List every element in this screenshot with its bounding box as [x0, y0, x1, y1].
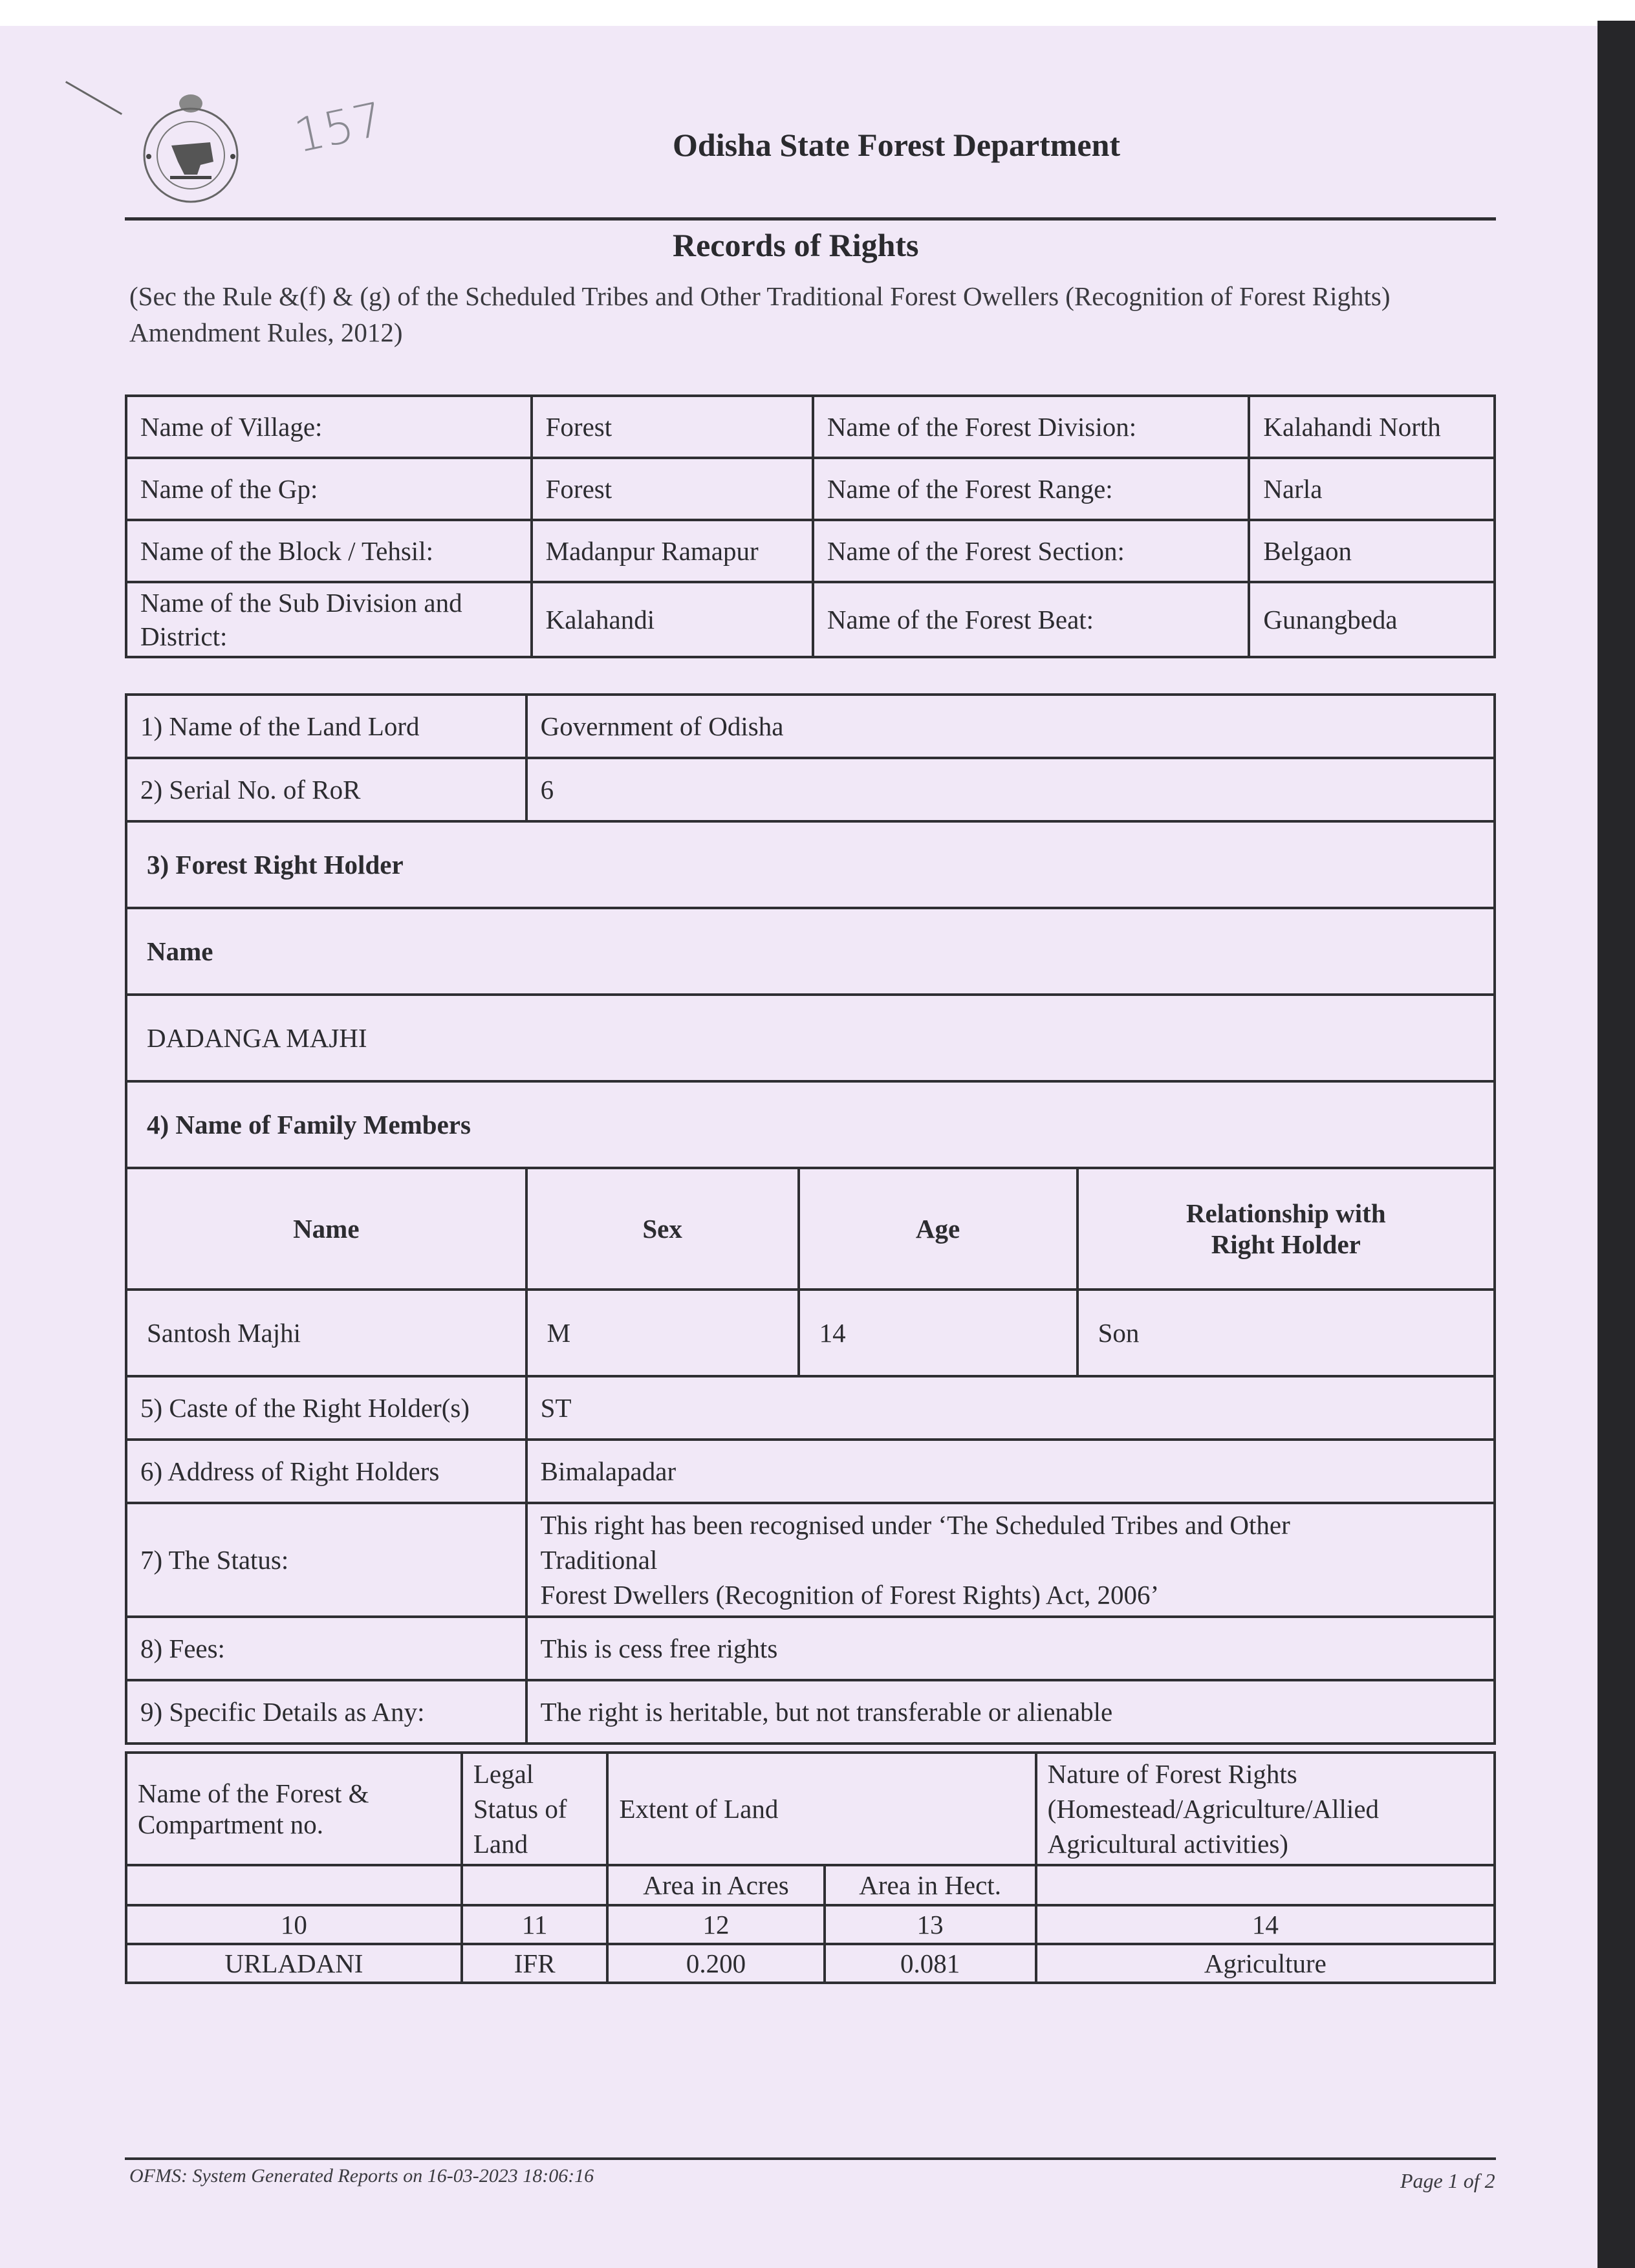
label-sub-division: Name of the Sub Division and District:: [126, 582, 532, 657]
table-row: [126, 908, 1495, 995]
label-serial-no: 2) Serial No. of RoR: [126, 758, 526, 821]
value-forest-range: Narla: [1249, 458, 1495, 520]
value-block: Madanpur Ramapur: [532, 520, 813, 582]
label-address: 6) Address of Right Holders: [126, 1440, 526, 1503]
land-table: [125, 1751, 1496, 1984]
table-row: [126, 582, 1495, 657]
area-hect: 0.081: [825, 1944, 1036, 1983]
generated-timestamp: OFMS: System Generated Reports on 16-03-2023 18:06:16: [129, 2165, 594, 2187]
label-block: Name of the Block / Tehsil:: [126, 520, 532, 582]
member-sex: M: [526, 1290, 799, 1376]
col-age: Age: [799, 1168, 1077, 1290]
col-extent-of-land: Extent of Land: [607, 1753, 1035, 1865]
value-village: Forest: [532, 396, 813, 458]
label-forest-range: Name of the Forest Range:: [813, 458, 1249, 520]
table-row: [126, 1680, 1495, 1744]
heading-name: Name: [126, 908, 1495, 995]
empty-cell: [126, 1865, 462, 1905]
col-nature-of-rights: Nature of Forest Rights (Homestead/Agriculture/Allied Agricultural activities): [1036, 1753, 1495, 1865]
value-gp: Forest: [532, 458, 813, 520]
family-member-row: [126, 1290, 1495, 1376]
value-forest-beat: Gunangbeda: [1249, 582, 1495, 657]
record-table: [125, 693, 1496, 1745]
table-row: [126, 396, 1495, 458]
col-relationship: Relationship with Right Holder: [1077, 1168, 1495, 1290]
value-specific-details: The right is heritable, but not transferable or alienable: [526, 1680, 1495, 1744]
table-row: [126, 695, 1495, 758]
value-address: Bimalapadar: [526, 1440, 1495, 1503]
heading-family-members: 4) Name of Family Members: [126, 1081, 1495, 1168]
nature-of-rights: Agriculture: [1036, 1944, 1495, 1983]
table-row: [126, 1503, 1495, 1617]
value-status: [526, 1503, 1495, 1617]
table-row: [126, 1081, 1495, 1168]
label-forest-section: Name of the Forest Section:: [813, 520, 1249, 582]
value-forest-section: Belgaon: [1249, 520, 1495, 582]
value-sub-division: Kalahandi: [532, 582, 813, 657]
document-title: Records of Rights: [673, 227, 919, 263]
status-line: This right has been recognised under ‘The Scheduled Tribes and Other: [540, 1510, 1290, 1540]
label-specific-details: 9) Specific Details as Any:: [126, 1680, 526, 1744]
land-number-row: [126, 1905, 1495, 1944]
col-name: Name: [126, 1168, 526, 1290]
page-number: Page 1 of 2: [1400, 2169, 1495, 2192]
value-caste: ST: [526, 1376, 1495, 1440]
label-caste: 5) Caste of the Right Holder(s): [126, 1376, 526, 1440]
table-row: [126, 1617, 1495, 1680]
handwritten-note: 157: [289, 91, 388, 164]
label-forest-division: Name of the Forest Division:: [813, 396, 1249, 458]
forest-name: URLADANI: [126, 1944, 462, 1983]
member-age: 14: [799, 1290, 1077, 1376]
label-land-lord: 1) Name of the Land Lord: [126, 695, 526, 758]
member-name: Santosh Majhi: [126, 1290, 526, 1376]
col-sex: Sex: [526, 1168, 799, 1290]
family-header-row: [126, 1168, 1495, 1290]
heading-forest-right-holder: 3) Forest Right Holder: [126, 821, 1495, 908]
col-number: 14: [1036, 1905, 1495, 1944]
label-village: Name of Village:: [126, 396, 532, 458]
col-forest-compartment: Name of the Forest & Compartment no.: [126, 1753, 462, 1865]
label-status: 7) The Status:: [126, 1503, 526, 1617]
value-forest-division: Kalahandi North: [1249, 396, 1495, 458]
table-row: [126, 821, 1495, 908]
label-gp: Name of the Gp:: [126, 458, 532, 520]
area-acres: 0.200: [607, 1944, 824, 1983]
col-legal-status: Legal Status of Land: [462, 1753, 608, 1865]
col-number: 10: [126, 1905, 462, 1944]
label-forest-beat: Name of the Forest Beat:: [813, 582, 1249, 657]
document-subtitle: (Sec the Rule &(f) & (g) of the Scheduled Tribes and Other Traditional Forest Owellers (Recognition of Forest Rights) Amendment Rules, 2012): [129, 281, 1391, 347]
col-number: 12: [607, 1905, 824, 1944]
scan-edge: [1597, 21, 1635, 2268]
table-row: [126, 1440, 1495, 1503]
department-title: Odisha State Forest Department: [673, 127, 1121, 163]
col-area-hect: Area in Hect.: [825, 1865, 1036, 1905]
status-line: Traditional: [540, 1545, 658, 1575]
empty-cell: [1036, 1865, 1495, 1905]
value-fees: This is cess free rights: [526, 1617, 1495, 1680]
value-serial-no: 6: [526, 758, 1495, 821]
legal-status: IFR: [462, 1944, 608, 1983]
table-row: [126, 758, 1495, 821]
table-row: [126, 520, 1495, 582]
value-land-lord: Government of Odisha: [526, 695, 1495, 758]
col-number: 11: [462, 1905, 608, 1944]
member-relationship: Son: [1077, 1290, 1495, 1376]
table-row: [126, 995, 1495, 1081]
table-row: [126, 458, 1495, 520]
col-area-acres: Area in Acres: [607, 1865, 824, 1905]
label-fees: 8) Fees:: [126, 1617, 526, 1680]
table-row: [126, 1376, 1495, 1440]
odisha-emblem-icon: [139, 84, 243, 207]
land-subheader-row: [126, 1865, 1495, 1905]
header-rule: [125, 217, 1496, 221]
right-holder-name: DADANGA MAJHI: [126, 995, 1495, 1081]
location-table: [125, 394, 1496, 658]
land-header-row: [126, 1753, 1495, 1865]
footer-rule: [125, 2157, 1496, 2160]
status-line: Forest Dwellers (Recognition of Forest Rights) Act, 2006’: [540, 1580, 1160, 1610]
empty-cell: [462, 1865, 608, 1905]
col-number: 13: [825, 1905, 1036, 1944]
land-data-row: [126, 1944, 1495, 1983]
